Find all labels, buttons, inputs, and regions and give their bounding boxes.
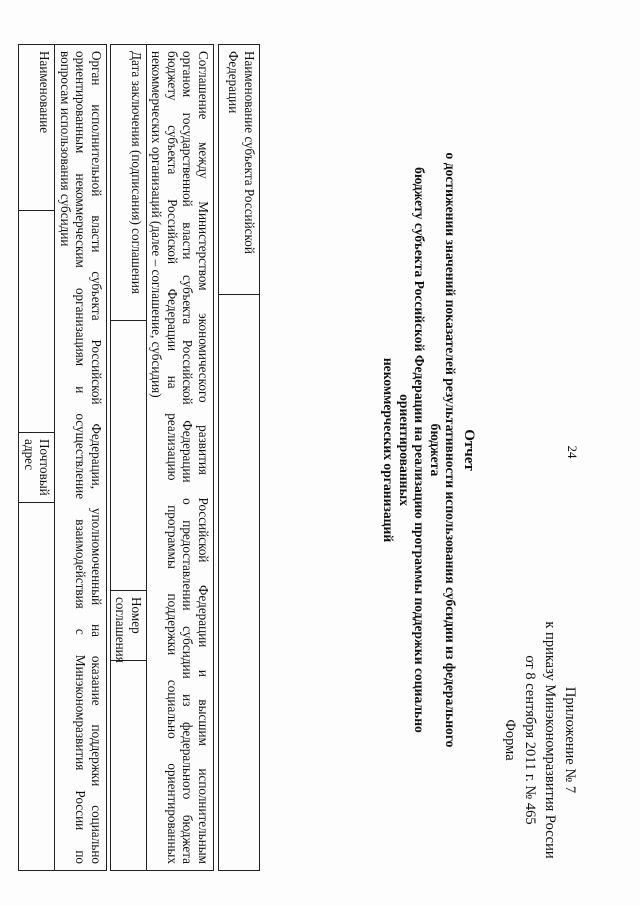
agreement-number-field[interactable] [111,661,147,871]
agreement-table [110,44,214,871]
executive-body-description [55,45,107,871]
report-title-line-2: о достижении значений показателей результативности использования субсидии из федерального бюджета [428,152,459,748]
organ-name-field[interactable] [19,211,55,433]
form-label: Форма [502,719,518,761]
executive-body-table [19,44,108,871]
subject-table [218,44,260,871]
organ-line-2: ориентированным некоммерческим организациям и осуществление взаимодействия с Минэкономразвития России по [73,51,89,864]
report-title [381,130,476,770]
order-reference: к приказу Минэкономразвития России [542,621,558,859]
page-number: 24 [565,445,580,459]
agreement-line-3: бюджету субъекта Российской Федерации на реализацию программы поддержки социально ориентированных [165,51,180,865]
subject-name-field[interactable] [219,295,260,871]
agreement-description [147,45,214,871]
agreement-number-label: Номер соглашения [111,591,147,661]
report-title-line-4: некоммерческих организаций [381,357,397,543]
order-date: от 8 сентября 2011 г. № 465 [522,655,538,825]
appendix-header [500,590,580,890]
appendix-number: Приложение № 7 [562,686,578,794]
organ-line-3: вопросам использования субсидии [58,51,73,247]
agreement-date-label: Дата заключения (подписания) соглашения [111,45,147,321]
report-title-heading: Отчет [461,429,477,471]
report-title-line-3: бюджету субъекта Российской Федерации на реализацию программы поддержки социально ориентированных [397,167,428,733]
organ-line-1: Орган исполнительной власти субъекта Российской Федерации, уполномоченный на оказание поддержки социально [89,51,104,864]
subject-name-label: Наименование субъекта Российской Федерации [219,45,260,295]
agreement-line-1: Соглашение между Министерством экономического развития Российской Федерации и высшим исполнительным [196,51,211,865]
agreement-line-4: некоммерческих организаций (далее – соглашение, субсидия) [149,51,165,398]
postal-address-field[interactable] [19,503,55,871]
agreement-date-field[interactable] [111,321,147,591]
organ-name-label: Наименование [19,45,55,211]
postal-address-label: Почтовый адрес [19,433,55,503]
agreement-line-2: органом государственной власти субъекта Российской Федерации о предоставлении субсидии из федерального бюджета [180,51,196,865]
